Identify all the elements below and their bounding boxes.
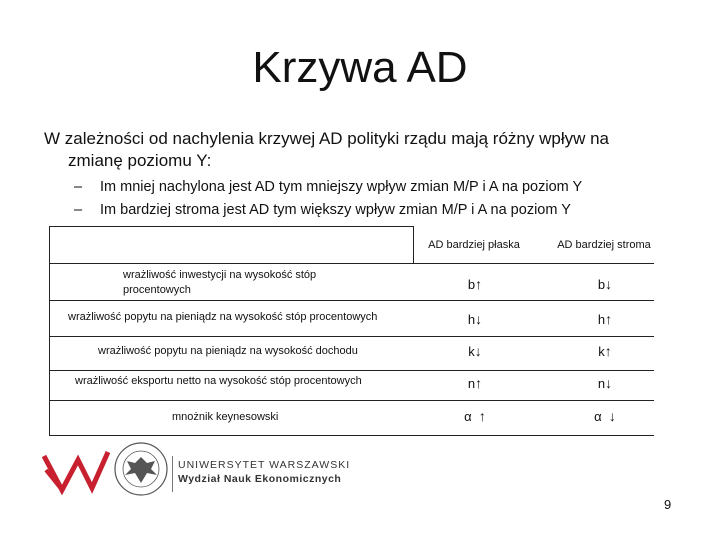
arrow-up-icon: ↑: [475, 276, 483, 292]
arrow-up-icon: ↑: [478, 408, 486, 424]
sub-bullet-2: [74, 200, 694, 220]
row-label: wrażliwość popytu na pieniądz na wysokość dochodu: [98, 345, 358, 357]
row-label: [123, 268, 383, 298]
cell-steep: h↑: [597, 311, 613, 327]
table-header-rule: [49, 263, 654, 264]
cell-steep: k↑: [598, 343, 612, 359]
logo-divider: [172, 456, 173, 492]
arrow-down-icon: ↓: [605, 375, 613, 391]
table-header-box: [49, 226, 414, 264]
table-row-rule: [49, 336, 654, 337]
main-bullet-line1: W zależności od nachylenia krzywej AD polityki rządu mają różny wpływ na: [44, 129, 610, 148]
sub-bullet-text: Im bardziej stroma jest AD tym większy wpływ zmian M/P i A na poziom Y: [100, 202, 571, 218]
main-bullet-line2: zmianę poziomu Y:: [68, 151, 212, 170]
university-name: UNIWERSYTET WARSZAWSKI: [178, 459, 351, 471]
table-row-rule: [49, 370, 654, 371]
row-label: wrażliwość eksportu netto na wysokość stóp procentowych: [75, 375, 362, 387]
arrow-down-icon: ↓: [608, 408, 616, 424]
cell-flat: α ↑: [464, 408, 486, 424]
header-steep: AD bardziej stroma: [557, 239, 651, 251]
slide-title: Krzywa AD: [252, 43, 468, 92]
sub-bullet-1: [74, 177, 694, 197]
table-row-rule: [49, 400, 654, 401]
faculty-logo-icon: [42, 448, 110, 496]
cell-flat: b↑: [467, 276, 483, 292]
dash-marker: –: [74, 202, 83, 218]
arrow-up-icon: ↑: [604, 343, 612, 359]
arrow-down-icon: ↓: [605, 276, 613, 292]
row-label-line: wrażliwość inwestycji na wysokość stóp: [123, 269, 317, 281]
cell-flat: n↑: [467, 375, 483, 391]
cell-flat: h↓: [467, 311, 483, 327]
main-bullet: [44, 128, 684, 172]
cell-steep: n↓: [597, 375, 613, 391]
row-label: wrażliwość popytu na pieniądz na wysokość stóp procentowych: [68, 311, 378, 323]
table-bottom-rule: [49, 435, 654, 436]
faculty-name: Wydział Nauk Ekonomicznych: [178, 473, 342, 485]
cell-steep: b↓: [597, 276, 613, 292]
row-label: mnożnik keynesowski: [172, 411, 279, 423]
page-number: 9: [664, 497, 672, 512]
sub-bullet-text: Im mniej nachylona jest AD tym mniejszy wpływ zmian M/P i A na poziom Y: [100, 179, 583, 195]
arrow-down-icon: ↓: [474, 343, 482, 359]
arrow-up-icon: ↑: [605, 311, 613, 327]
row-label-line: procentowych: [123, 284, 191, 296]
university-seal-icon: [113, 441, 169, 497]
table-left-border: [49, 226, 50, 436]
arrow-up-icon: ↑: [475, 375, 483, 391]
table-row-rule: [49, 300, 654, 301]
header-flat: AD bardziej płaska: [428, 239, 520, 251]
cell-steep: α ↓: [594, 408, 616, 424]
dash-marker: –: [74, 179, 83, 195]
cell-flat: k↓: [468, 343, 482, 359]
arrow-down-icon: ↓: [475, 311, 483, 327]
